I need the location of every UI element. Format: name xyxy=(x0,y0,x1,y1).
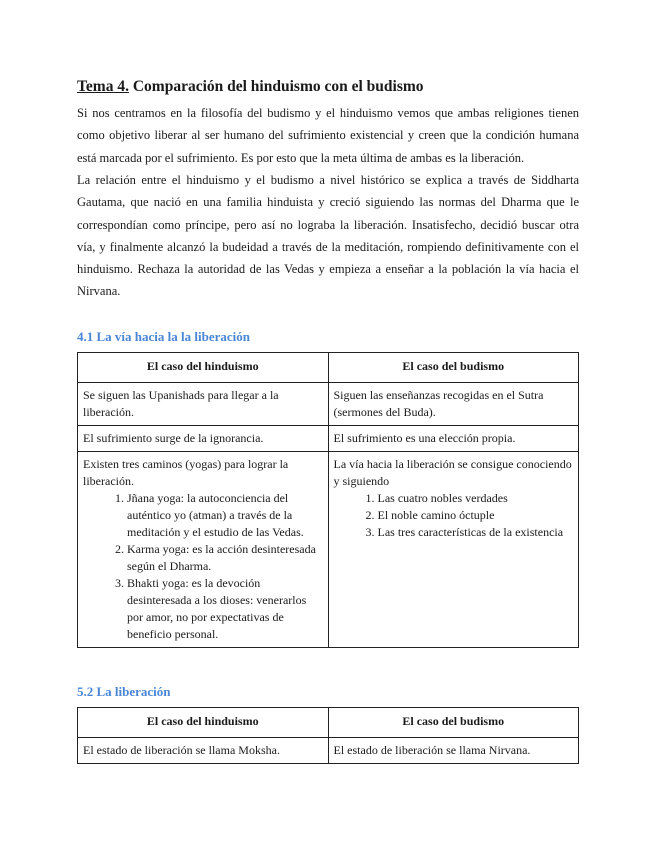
cell-hinduism-liberation: El estado de liberación se llama Moksha. xyxy=(78,738,329,764)
header-hinduism: El caso del hinduismo xyxy=(78,708,329,738)
yoga-list xyxy=(83,490,323,643)
header-buddhism: El caso del budismo xyxy=(328,708,579,738)
cell-hinduism-suffering: El sufrimiento surge de la ignorancia. xyxy=(78,426,329,452)
comparison-table-liberation xyxy=(77,707,579,764)
list-item: 2. Karma yoga: es la acción desinteresada según el Dharma. xyxy=(127,541,323,575)
page-title xyxy=(77,78,424,96)
list-item: 3. Bhakti yoga: es la devoción desinteresada a los dioses: venerarlos por amor, no por expectativas de beneficio personal. xyxy=(127,575,323,643)
table-header-row xyxy=(78,353,579,383)
table-row xyxy=(78,383,579,426)
section-heading-liberation: 5.2 La liberación xyxy=(77,684,171,699)
header-hinduism: El caso del hinduismo xyxy=(78,353,329,383)
table-row xyxy=(78,452,579,648)
paragraph-history: La relación entre el hinduismo y el budismo a nivel histórico se explica a través de Siddharta Gautama, que nació en una familia hinduista y creció siguiendo las normas del Dharma que le correspondían como príncipe, pero así no lograba la liberación. Insatisfecho, decidió buscar otra vía, y finalmente alcanzó la budeidad a través de la meditación, rompiendo definitivamente con el hinduismo. Rechaza la autoridad de las Vedas y empieza a enseñar a la población la vía hacia el Nirvana. xyxy=(77,173,579,299)
comparison-table-path xyxy=(77,352,579,648)
buddhism-paths-intro: La vía hacia la liberación se consigue conociendo y siguiendo xyxy=(333,457,572,488)
paragraph-intro: Si nos centramos en la filosofía del budismo y el hinduismo vemos que ambas religiones tienen como objetivo liberar al ser humano del sufrimiento existencial y creen que la condición humana está marcada por el sufrimiento. Es por esto que la meta última de ambas es la liberación. xyxy=(77,106,579,165)
list-item: 1. Jñana yoga: la autoconciencia del auténtico yo (atman) a través de la meditación y el estudio de las Vedas. xyxy=(127,490,323,541)
list-item: 2. El noble camino óctuple xyxy=(378,507,574,524)
title-number: Tema 4. xyxy=(77,78,129,95)
section-heading-path: 4.1 La vía hacia la la liberación xyxy=(77,329,250,344)
cell-hinduism-paths xyxy=(78,452,329,648)
table-header-row xyxy=(78,708,579,738)
cell-buddhism-liberation: El estado de liberación se llama Nirvana. xyxy=(328,738,579,764)
cell-buddhism-suffering: El sufrimiento es una elección propia. xyxy=(328,426,579,452)
cell-buddhism-paths xyxy=(328,452,579,648)
list-item: 3. Las tres características de la existencia xyxy=(378,524,574,541)
header-buddhism: El caso del budismo xyxy=(328,353,579,383)
list-item: 1. Las cuatro nobles verdades xyxy=(378,490,574,507)
title-text: Comparación del hinduismo con el budismo xyxy=(132,78,424,95)
table-row xyxy=(78,738,579,764)
cell-buddhism-texts: Siguen las enseñanzas recogidas en el Sutra (sermones del Buda). xyxy=(328,383,579,426)
hinduism-paths-intro: Existen tres caminos (yogas) para lograr la liberación. xyxy=(83,457,289,488)
table-row xyxy=(78,426,579,452)
cell-hinduism-texts: Se siguen las Upanishads para llegar a la liberación. xyxy=(78,383,329,426)
truths-list xyxy=(334,490,574,541)
